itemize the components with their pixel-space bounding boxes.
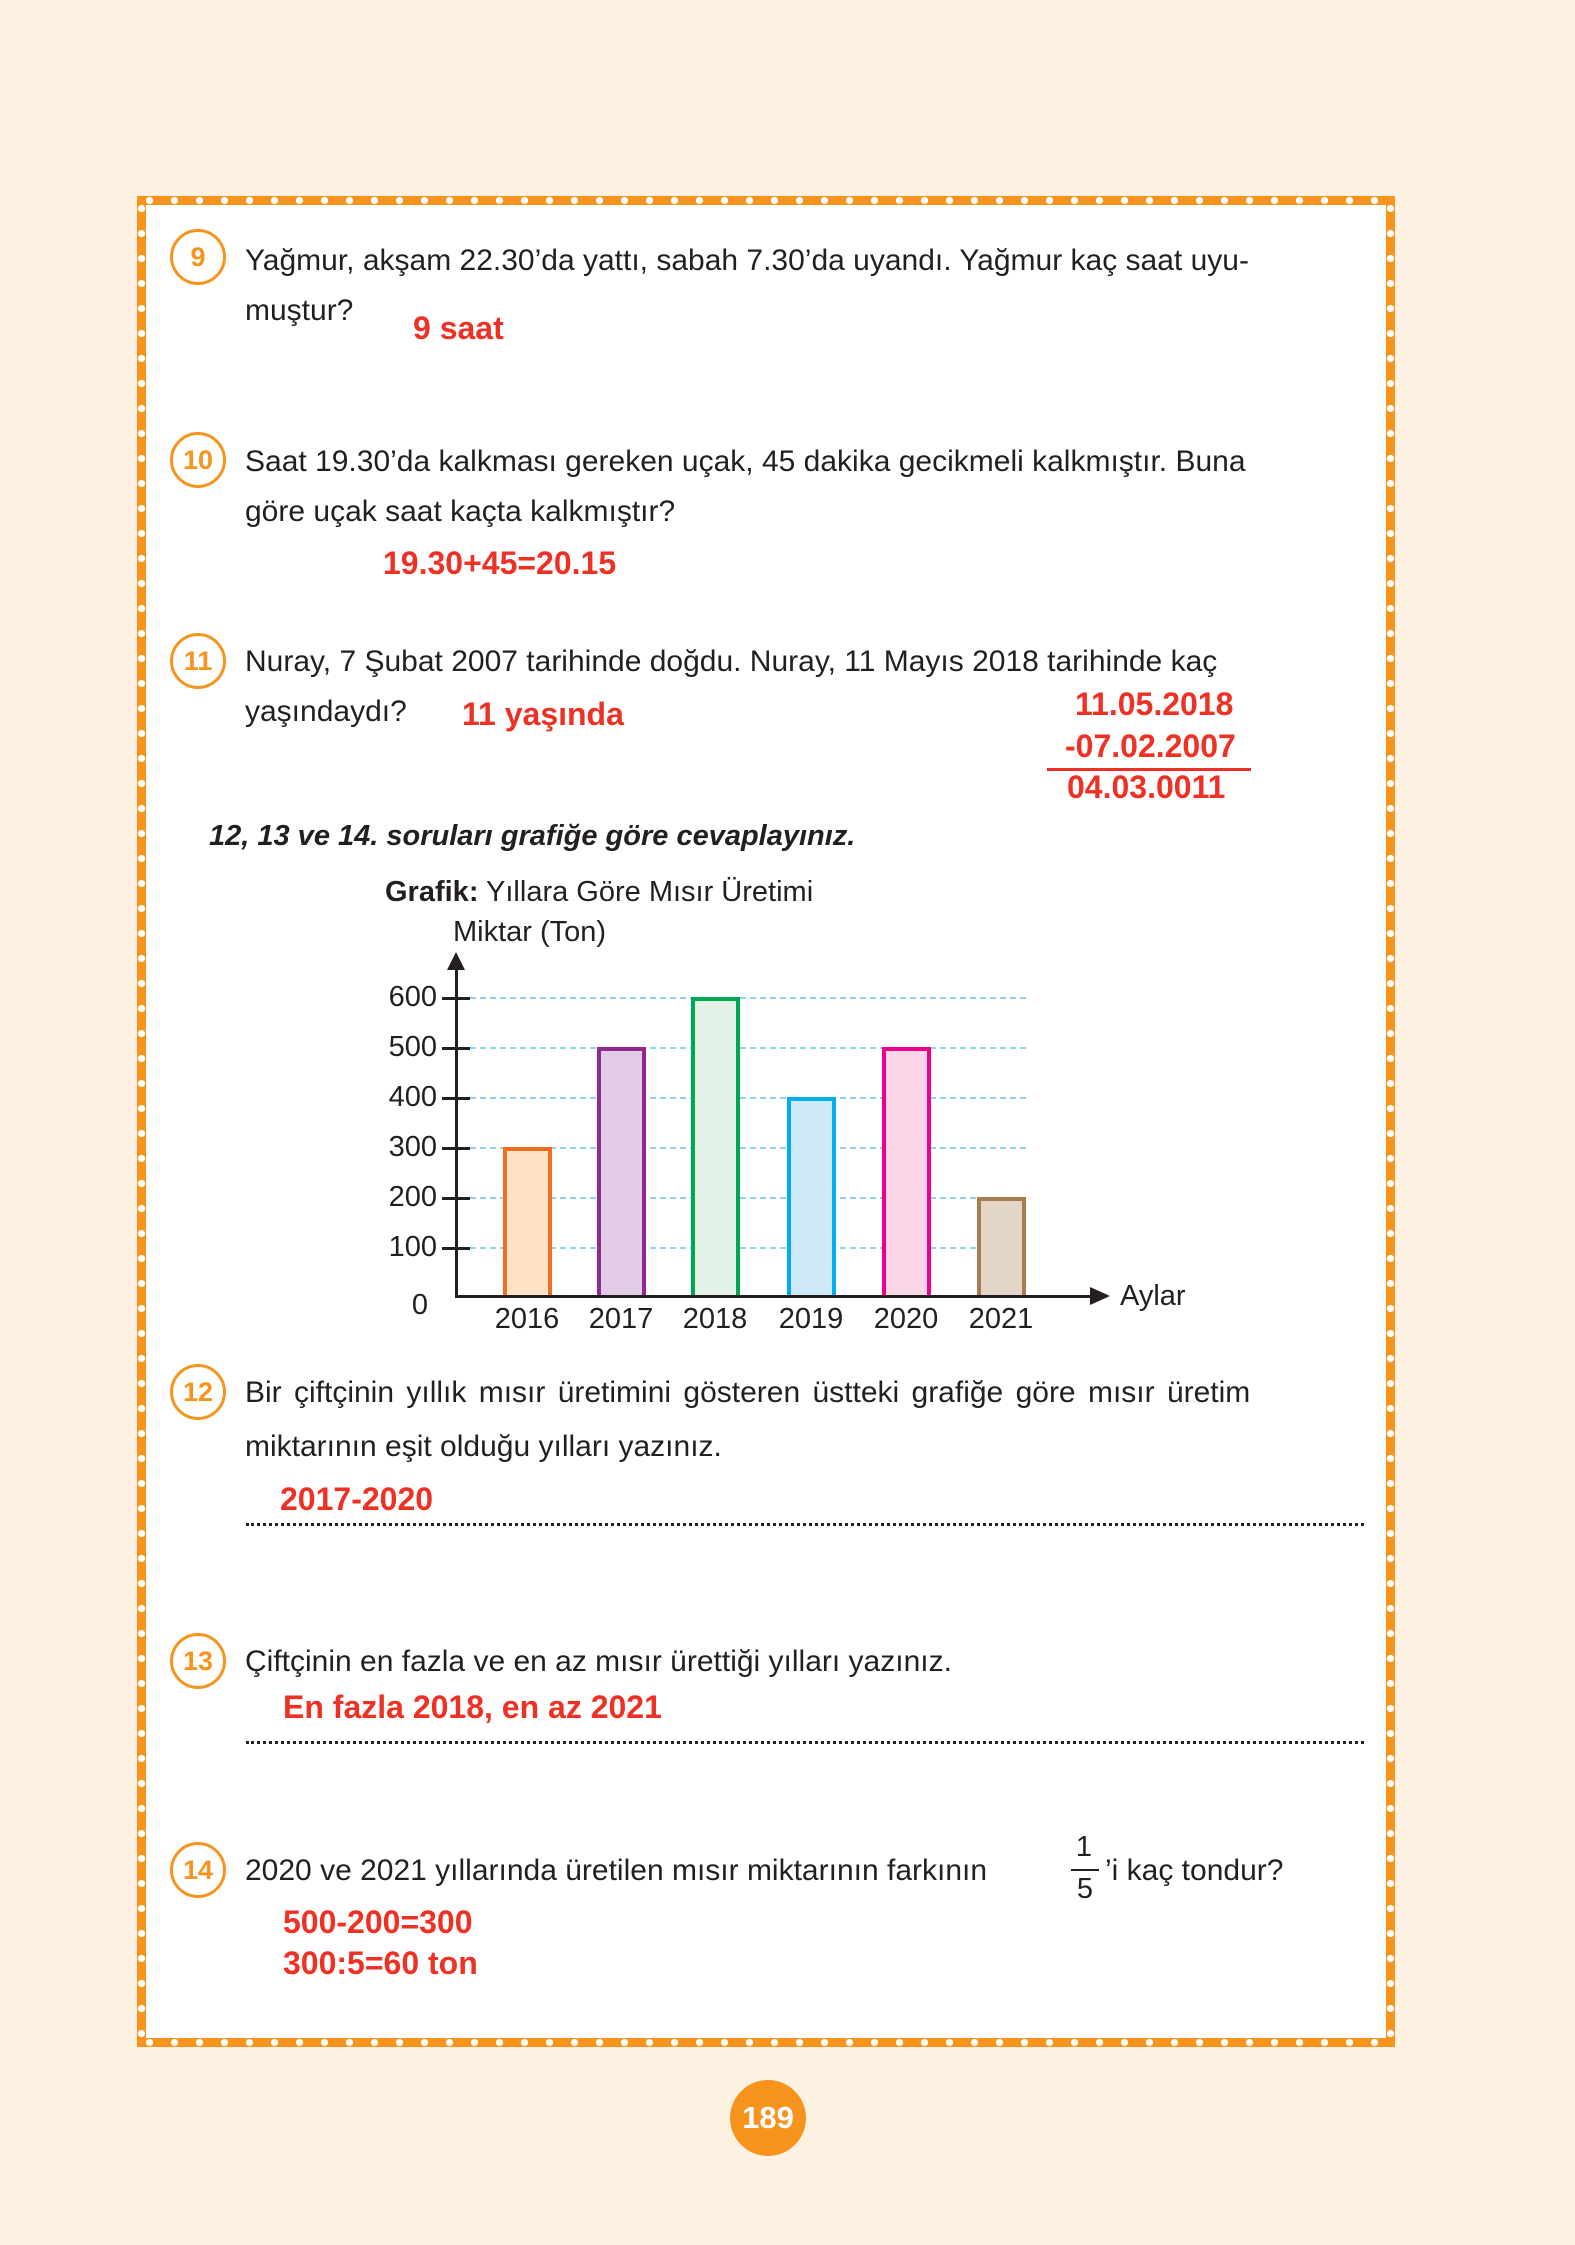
question-12-answer: 2017-2020	[280, 1481, 434, 1517]
question-12-text-line-2: miktarının eşit olduğu yılları yazınız.	[245, 1430, 722, 1463]
fraction-numerator: 1	[1075, 1831, 1093, 1863]
y-axis-arrow-icon	[447, 952, 465, 970]
question-number-badge: 13	[170, 1633, 226, 1689]
x-tick-label: 2017	[588, 1303, 654, 1335]
page-number-badge: 189	[730, 2080, 806, 2156]
bar-2017	[597, 1047, 646, 1297]
bar-2019	[787, 1097, 836, 1297]
gridline	[470, 1147, 1026, 1149]
y-tick-label: 500	[388, 1031, 437, 1063]
dotted-border-top	[137, 196, 1395, 205]
gridline	[470, 1097, 1026, 1099]
y-tick-mark	[442, 1097, 470, 1100]
y-tick-mark	[442, 997, 470, 1000]
chart-title-text: Yıllara Göre Mısır Üretimi	[486, 876, 814, 908]
x-axis-arrow-icon	[1090, 1287, 1110, 1305]
question-11-text-line-1: Nuray, 7 Şubat 2007 tarihinde doğdu. Nuray, 11 Mayıs 2018 tarihinde kaç	[245, 645, 1218, 678]
x-axis	[455, 1295, 1095, 1298]
question-number-badge: 10	[170, 432, 226, 488]
question-9-text-line-2: muştur?	[245, 294, 354, 327]
y-tick-label: 300	[388, 1131, 437, 1163]
question-10-answer: 19.30+45=20.15	[383, 545, 617, 581]
question-number-badge: 12	[170, 1364, 226, 1420]
y-tick-label: 100	[388, 1231, 437, 1263]
question-12-text-line-1: Bir çiftçinin yıllık mısır üretimini gösteren üstteki grafiğe göre mısır üretim	[245, 1376, 1251, 1409]
question-10-text-line-1: Saat 19.30’da kalkması gereken uçak, 45 dakika gecikmeli kalkmıştır. Buna	[245, 445, 1246, 478]
x-tick-label: 2018	[682, 1303, 748, 1335]
gridline	[470, 1197, 1026, 1199]
x-axis-label: Aylar	[1120, 1280, 1186, 1312]
chart-title	[385, 876, 813, 909]
fraction-bar	[1071, 1869, 1099, 1871]
answer-line	[246, 1523, 1364, 1526]
bar-2020	[882, 1047, 931, 1297]
question-13-text-line-1: Çiftçinin en fazla ve en az mısır ürettiği yılları yazınız.	[245, 1645, 952, 1678]
chart-title-prefix: Grafik:	[385, 876, 479, 908]
y-axis-label: Miktar (Ton)	[453, 916, 607, 948]
question-10-text-line-2: göre uçak saat kaçta kalkmıştır?	[245, 495, 676, 528]
question-number-badge: 14	[170, 1842, 226, 1898]
question-14-text-line-1: 2020 ve 2021 yıllarında üretilen mısır miktarının farkının	[245, 1854, 988, 1887]
question-9-answer: 9 saat	[413, 310, 504, 346]
date-subtraction-result: 04.03.0011	[1067, 769, 1226, 805]
date-subtraction-minuend: 11.05.2018	[1075, 686, 1234, 722]
dotted-border-right	[1386, 196, 1395, 2047]
question-number-badge: 9	[170, 229, 226, 285]
dotted-border-bottom	[137, 2038, 1395, 2047]
y-tick-label: 400	[388, 1081, 437, 1113]
question-11-text-line-2: yaşındaydı?	[245, 695, 407, 728]
gridline	[470, 997, 1026, 999]
date-subtraction-subtrahend: -07.02.2007	[1065, 728, 1236, 764]
y-tick-label-zero: 0	[411, 1289, 429, 1321]
question-14-text-line-2: ’i kaç tondur?	[1105, 1854, 1284, 1887]
x-tick-label: 2020	[873, 1303, 939, 1335]
question-13-answer: En fazla 2018, en az 2021	[283, 1689, 662, 1725]
y-tick-mark	[442, 1247, 470, 1250]
bar-2016	[503, 1147, 552, 1297]
question-14-answer-step-1: 500-200=300	[283, 1904, 473, 1940]
gridline	[470, 1047, 1026, 1049]
gridline	[470, 1247, 1026, 1249]
dotted-border-left	[137, 196, 146, 2047]
answer-line	[246, 1741, 1364, 1744]
y-tick-label: 200	[388, 1181, 437, 1213]
bar-2021	[977, 1197, 1026, 1297]
x-tick-label: 2019	[778, 1303, 844, 1335]
y-tick-mark	[442, 1197, 470, 1200]
y-tick-mark	[442, 1047, 470, 1050]
question-number-badge: 11	[170, 633, 226, 689]
y-tick-mark	[442, 1147, 470, 1150]
question-11-answer: 11 yaşında	[462, 696, 624, 732]
instruction-text: 12, 13 ve 14. soruları grafiğe göre cevaplayınız.	[209, 820, 856, 852]
y-tick-label: 600	[388, 981, 437, 1013]
x-tick-label: 2016	[494, 1303, 560, 1335]
question-14-answer-step-2: 300:5=60 ton	[283, 1945, 478, 1981]
bar-2018	[691, 997, 740, 1297]
x-tick-label: 2021	[968, 1303, 1034, 1335]
fraction-denominator: 5	[1076, 1873, 1094, 1905]
question-9-text-line-1: Yağmur, akşam 22.30’da yattı, sabah 7.30’da uyandı. Yağmur kaç saat uyu-	[245, 244, 1249, 277]
